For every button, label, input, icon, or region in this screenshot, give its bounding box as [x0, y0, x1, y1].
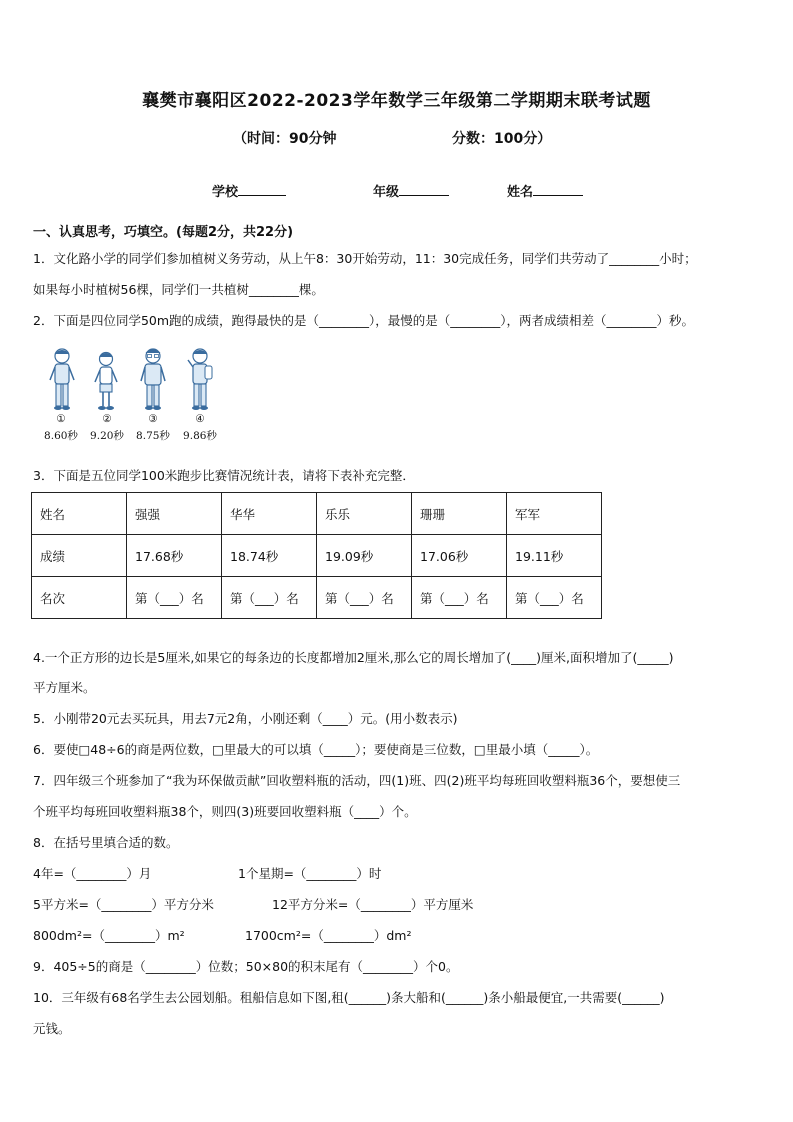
name-blank[interactable] [533, 181, 583, 196]
grade-blank[interactable] [399, 181, 449, 196]
grade-field [373, 181, 449, 200]
q8-item-sqdm: 12平方分米=（________）平方厘米 [272, 897, 474, 912]
row-header-name: 姓名 [32, 493, 127, 535]
rank-cell[interactable]: 第（___）名 [127, 577, 222, 619]
question-7-line-1: 7．四年级三个班参加了“我为环保做贡献”回收塑料瓶的活动，四(1)班、四(2)班平均每班回收塑料瓶36个，要想使三 [33, 773, 681, 788]
question-7-line-2: 个班平均每班回收塑料瓶38个，则四(3)班要回收塑料瓶（____）个。 [33, 804, 417, 819]
school-field [212, 181, 286, 200]
question-8: 8．在括号里填合适的数。 [33, 835, 179, 850]
name-cell: 军军 [507, 493, 602, 535]
q8-item-dm2: 800dm²=（________）m² [33, 928, 185, 943]
score-cell: 18.74秒 [222, 535, 317, 577]
question-5: 5．小刚带20元去买玩具，用去7元2角，小刚还剩（____）元。(用小数表示) [33, 711, 458, 726]
name-cell: 强强 [127, 493, 222, 535]
runner-2-time: 9.20秒 [90, 430, 124, 442]
runner-4-time: 9.86秒 [183, 430, 217, 442]
exam-score: 分数：100分） [452, 131, 552, 147]
question-9: 9．405÷5的商是（________）位数；50×80的积末尾有（________）个0。 [33, 959, 459, 974]
question-1-line-2: 如果每小时植树56棵，同学们一共植树________棵。 [33, 282, 324, 297]
question-4-line-2: 平方厘米。 [33, 680, 96, 695]
question-1-line-1: 1．文化路小学的同学们参加植树义务劳动，从上午8：30开始劳动，11：30完成任务，同学们共劳动了________小时； [33, 251, 697, 266]
question-4-line-1: 4.一个正方形的边长是5厘米,如果它的每条边的长度都增加2厘米,那么它的周长增加了(____)厘米,面积增加了(_____) [33, 650, 674, 665]
section-heading: 一、认真思考，巧填空。(每题2分，共22分) [33, 225, 294, 240]
rank-cell[interactable]: 第（___）名 [507, 577, 602, 619]
runner-1-figure [46, 346, 78, 412]
rank-cell[interactable]: 第（___）名 [222, 577, 317, 619]
runner-3-figure [137, 346, 169, 412]
table-row-names [32, 493, 602, 535]
runner-2-number: ② [102, 413, 112, 425]
q8-item-years: 4年=（________）月 [33, 866, 152, 881]
runner-1-number: ① [56, 413, 66, 425]
score-cell: 17.06秒 [412, 535, 507, 577]
school-blank[interactable] [238, 181, 286, 196]
score-cell: 17.68秒 [127, 535, 222, 577]
q8-item-cm2: 1700cm²=（________）dm² [245, 928, 412, 943]
table-row-ranks [32, 577, 602, 619]
question-10-line-1: 10．三年级有68名学生去公园划船。租船信息如下图,租(______)条大船和(______)条小船最便宜,一共需要(______) [33, 990, 665, 1005]
q8-item-sqm: 5平方米=（________）平方分米 [33, 897, 214, 912]
row-header-score: 成绩 [32, 535, 127, 577]
runner-4-number: ④ [195, 413, 205, 425]
exam-time: （时间：90分钟 [233, 131, 337, 147]
question-3: 3．下面是五位同学100米跑步比赛情况统计表，请将下表补充完整． [33, 468, 415, 483]
runner-1-time: 8.60秒 [44, 430, 78, 442]
stats-table [31, 492, 602, 619]
score-cell: 19.11秒 [507, 535, 602, 577]
question-2: 2．下面是四位同学50m跑的成绩，跑得最快的是（________），最慢的是（________），两者成绩相差（________）秒。 [33, 313, 695, 328]
score-cell: 19.09秒 [317, 535, 412, 577]
table-row-scores [32, 535, 602, 577]
runner-3-number: ③ [148, 413, 158, 425]
runner-4-figure [184, 346, 216, 412]
rank-cell[interactable]: 第（___）名 [412, 577, 507, 619]
runner-3-time: 8.75秒 [136, 430, 170, 442]
grade-label: 年级 [373, 185, 400, 200]
q8-item-week: 1个星期=（________）时 [238, 866, 382, 881]
name-cell: 华华 [222, 493, 317, 535]
question-6: 6．要使□48÷6的商是两位数，□里最大的可以填（_____）；要使商是三位数，□里最小填（_____）。 [33, 742, 599, 757]
rank-cell[interactable]: 第（___）名 [317, 577, 412, 619]
page-title: 襄樊市襄阳区2022-2023学年数学三年级第二学期期末联考试题 [142, 91, 651, 111]
question-10-line-2: 元钱。 [33, 1021, 71, 1036]
row-header-rank: 名次 [32, 577, 127, 619]
runner-2-figure [92, 350, 120, 412]
name-field [507, 181, 583, 200]
name-label: 姓名 [507, 185, 534, 200]
name-cell: 珊珊 [412, 493, 507, 535]
name-cell: 乐乐 [317, 493, 412, 535]
school-label: 学校 [212, 185, 239, 200]
